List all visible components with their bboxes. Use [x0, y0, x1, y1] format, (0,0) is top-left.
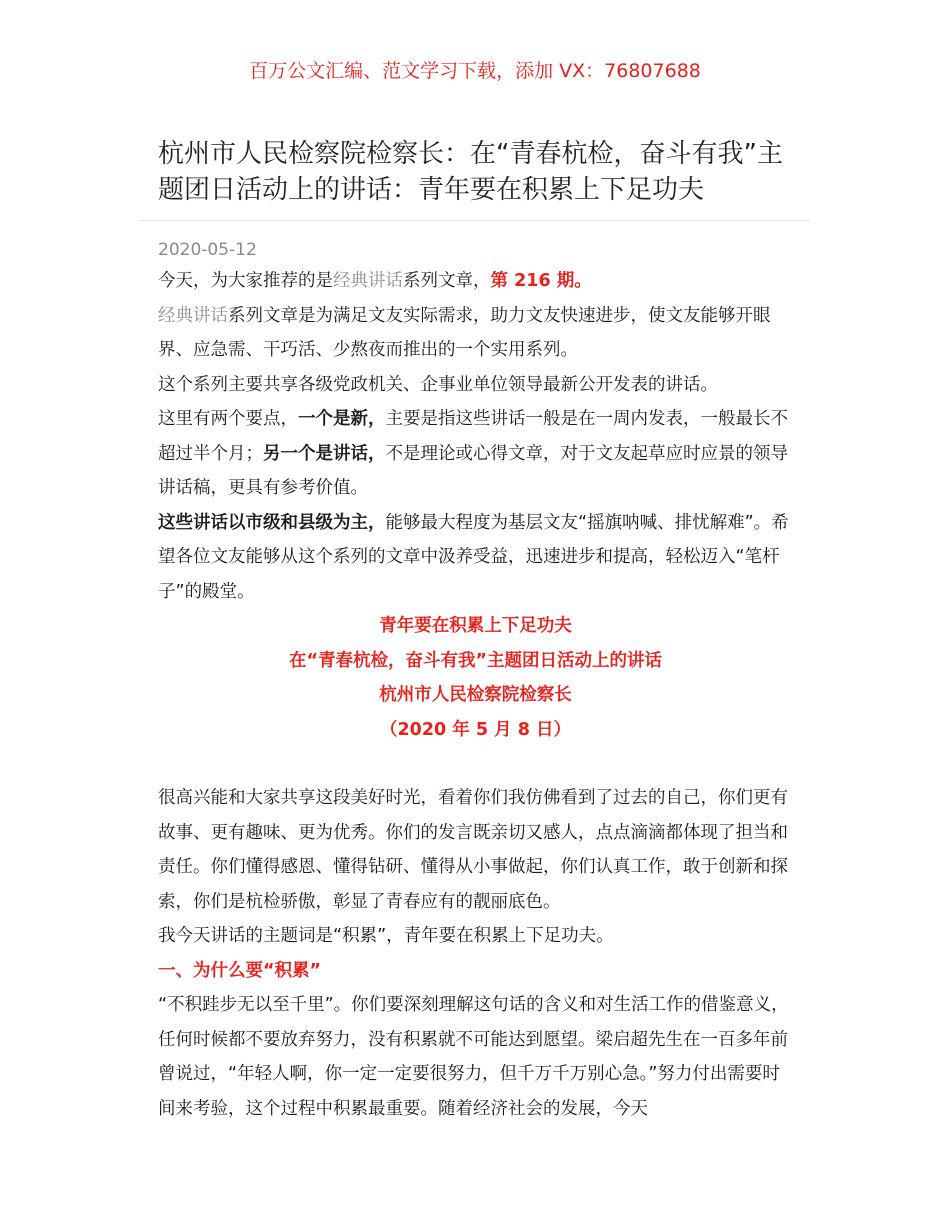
intro-paragraph-5	[158, 506, 793, 610]
series-name: 经典讲话	[158, 305, 228, 326]
spacer	[158, 747, 793, 781]
speech-occasion: 在“青春杭检，奋斗有我”主题团日活动上的讲话	[288, 650, 662, 671]
series-name: 经典讲话	[333, 271, 403, 291]
body-paragraph-3: “不积跬步无以至千里”。你们要深刻理解这句话的含义和对生活工作的借鉴意义，任何时候都不要放弃努力，没有积累就不可能达到愿望。梁启超先生在一百多年前曾说过，“年轻人啊，你一定一定要很努力，但千万千万别心急。”努力付出需要时间来考验，这个过程中积累最重要。随着经济社会的发展，今天	[158, 995, 789, 1119]
promo-banner: 百万公文汇编、范文学习下载，添加 VX：76807688	[249, 60, 701, 82]
intro-text: 能够最大程度为基层文友“摇旗呐喊、排忧解难”。希望各位文友能够从这个系列的文章中汲养受益，迅速进步和提高，轻松迈入“笔杆子”的殿堂。	[158, 512, 789, 602]
section-heading-1: 一、为什么要“积累”	[158, 960, 322, 981]
intro-text: 主要是指这些讲话一般是在一周内发表，一般最长不超过半个月；	[158, 409, 788, 464]
intro-text: 系列文章，	[403, 271, 491, 291]
publish-date: 2020-05-12	[158, 240, 257, 260]
key-point: 一个是新，	[298, 409, 386, 429]
speech-speaker: 杭州市人民检察院检察长	[379, 685, 572, 705]
intro-text: 系列文章是为满足文友实际需求，助力文友快速进步，使文友能够开眼界、应急需、干巧活、少熬夜而推出的一个实用系列。	[158, 305, 771, 360]
intro-paragraph-4	[158, 402, 793, 506]
key-point: 这些讲话以市级和县级为主，	[158, 512, 386, 533]
body-paragraph-2: 我今天讲话的主题词是“积累”，青年要在积累上下足功夫。	[158, 926, 614, 946]
title-divider	[140, 220, 810, 221]
intro-text: 不是理论或心得文章，对于文友起草应时应景的领导讲话稿，更具有参考价值。	[158, 443, 788, 498]
speech-date: （2020 年 5 月 8 日）	[379, 719, 572, 740]
body-paragraph-1: 很高兴能和大家共享这段美好时光，看着你们我仿佛看到了过去的自己，你们更有故事、更有趣味、更为优秀。你们的发言既亲切又感人，点点滴滴都体现了担当和责任。你们懂得感恩、懂得钻研、懂得从小事做起，你们认真工作，敢于创新和探索，你们是杭检骄傲，彰显了青春应有的靓丽底色。	[158, 788, 788, 912]
issue-number: 第 216 期。	[490, 271, 592, 291]
speech-title: 青年要在积累上下足功夫	[379, 616, 572, 636]
key-point: 另一个是讲话，	[263, 443, 386, 464]
intro-paragraph-1	[158, 264, 793, 299]
intro-paragraph-2	[158, 299, 793, 368]
intro-text: 今天，为大家推荐的是	[158, 271, 333, 291]
intro-text: 这里有两个要点，	[158, 409, 298, 429]
article-title: 杭州市人民检察院检察长：在“青春杭检，奋斗有我”主题团日活动上的讲话：青年要在积累上下足功夫	[158, 139, 783, 205]
intro-paragraph-3: 这个系列主要共享各级党政机关、企事业单位领导最新公开发表的讲话。	[158, 374, 718, 395]
article-body	[158, 264, 793, 1126]
